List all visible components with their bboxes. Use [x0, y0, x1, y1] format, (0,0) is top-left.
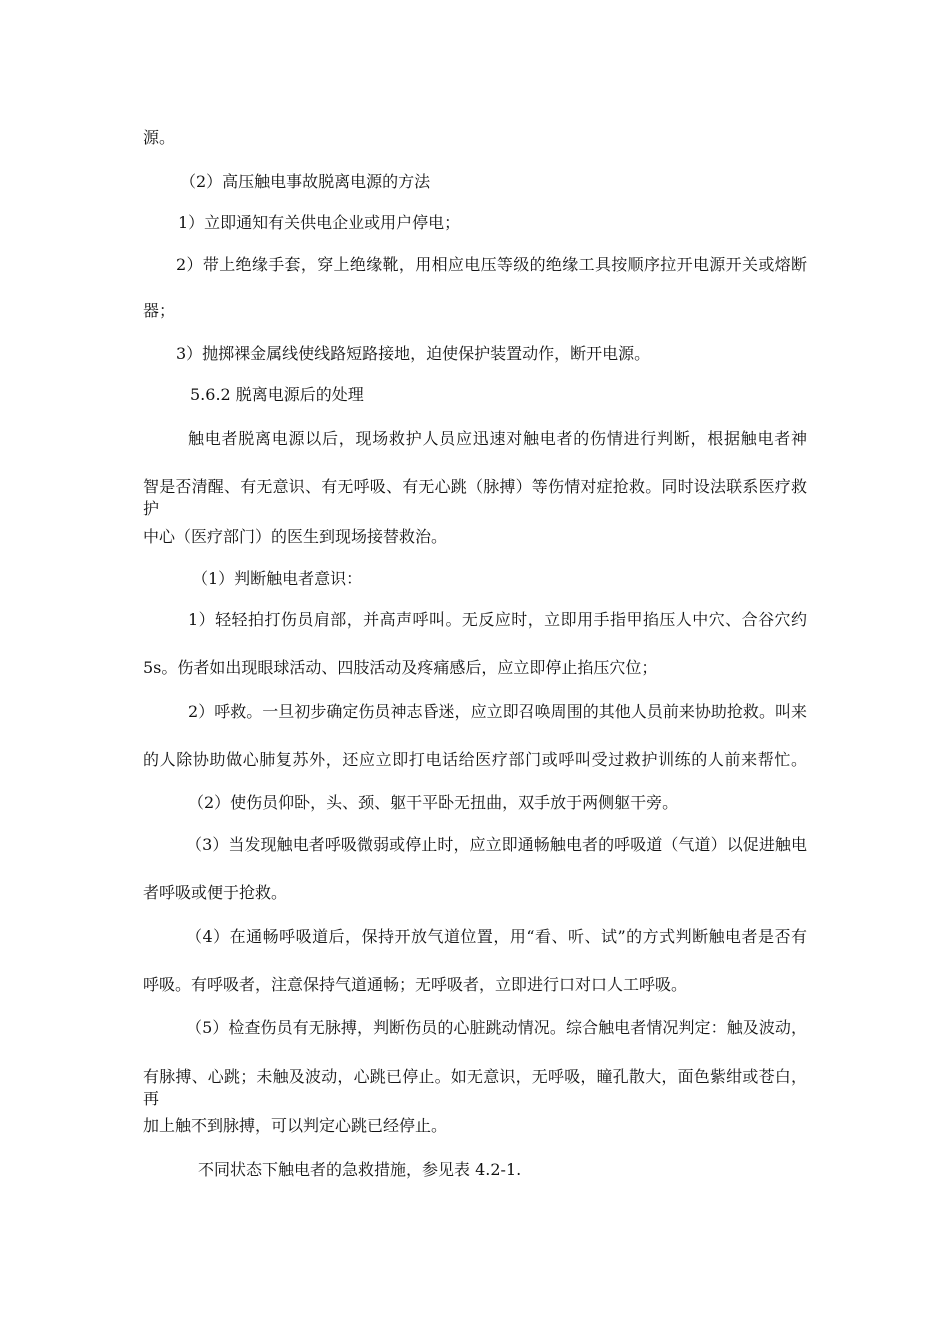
- paragraph-line: 的人除协助做心肺复苏外，还应立即打电话给医疗部门或呼叫受过救护训练的人前来帮忙。: [143, 750, 807, 769]
- list-item: （4）在通畅呼吸道后，保持开放气道位置，用“看、听、试”的方式判断触电者是否有: [186, 927, 807, 946]
- paragraph-line: 加上触不到脉搏，可以判定心跳已经停止。: [143, 1116, 448, 1135]
- table-reference: 不同状态下触电者的急救措施，参见表 4.2-1.: [198, 1160, 522, 1179]
- list-item: （3）当发现触电者呼吸微弱或停止时，应立即通畅触电者的呼吸道（气道）以促进触电: [186, 835, 807, 854]
- list-item: （2）使伤员仰卧，头、颈、躯干平卧无扭曲，双手放于两侧躯干旁。: [188, 793, 679, 812]
- list-item: （5）检查伤员有无脉搏，判断伤员的心脏跳动情况。综合触电者情况判定：触及波动，: [186, 1018, 807, 1037]
- paragraph-line: 中心（医疗部门）的医生到现场接替救治。: [143, 527, 448, 546]
- paragraph-line: 有脉搏、心跳；未触及波动，心跳已停止。如无意识，无呼吸，瞳孔散大，面色紫绀或苍白，再: [143, 1067, 807, 1108]
- section-heading: （2）高压触电事故脱离电源的方法: [180, 172, 431, 191]
- paragraph-line: 者呼吸或便于抢救。: [143, 883, 288, 902]
- paragraph-line: 智是否清醒、有无意识、有无呼吸、有无心跳（脉搏）等伤情对症抢救。同时设法联系医疗救护: [143, 477, 807, 518]
- list-item: 3）抛掷裸金属线使线路短路接地，迫使保护装置动作，断开电源。: [176, 344, 651, 363]
- list-item: 2）呼救。一旦初步确定伤员神志昏迷，应立即召唤周围的其他人员前来协助抢救。叫来: [188, 702, 807, 721]
- list-item: 1）轻轻拍打伤员肩部，并高声呼叫。无反应时，立即用手指甲掐压人中穴、合谷穴约: [188, 610, 807, 629]
- section-heading: 5.6.2 脱离电源后的处理: [190, 385, 364, 404]
- paragraph-line: 触电者脱离电源以后，现场救护人员应迅速对触电者的伤情进行判断，根据触电者神: [188, 429, 807, 448]
- list-item: 2）带上绝缘手套，穿上绝缘靴，用相应电压等级的绝缘工具按顺序拉开电源开关或熔断: [176, 255, 807, 274]
- section-heading: （1）判断触电者意识：: [192, 569, 363, 588]
- paragraph-line: 5s。伤者如出现眼球活动、四肢活动及疼痛感后，应立即停止掐压穴位；: [143, 658, 658, 677]
- text-line: 器；: [143, 301, 176, 320]
- paragraph-line: 呼吸。有呼吸者，注意保持气道通畅；无呼吸者，立即进行口对口人工呼吸。: [143, 975, 688, 994]
- list-item: 1）立即通知有关供电企业或用户停电；: [178, 213, 461, 232]
- text-line: 源。: [143, 128, 176, 147]
